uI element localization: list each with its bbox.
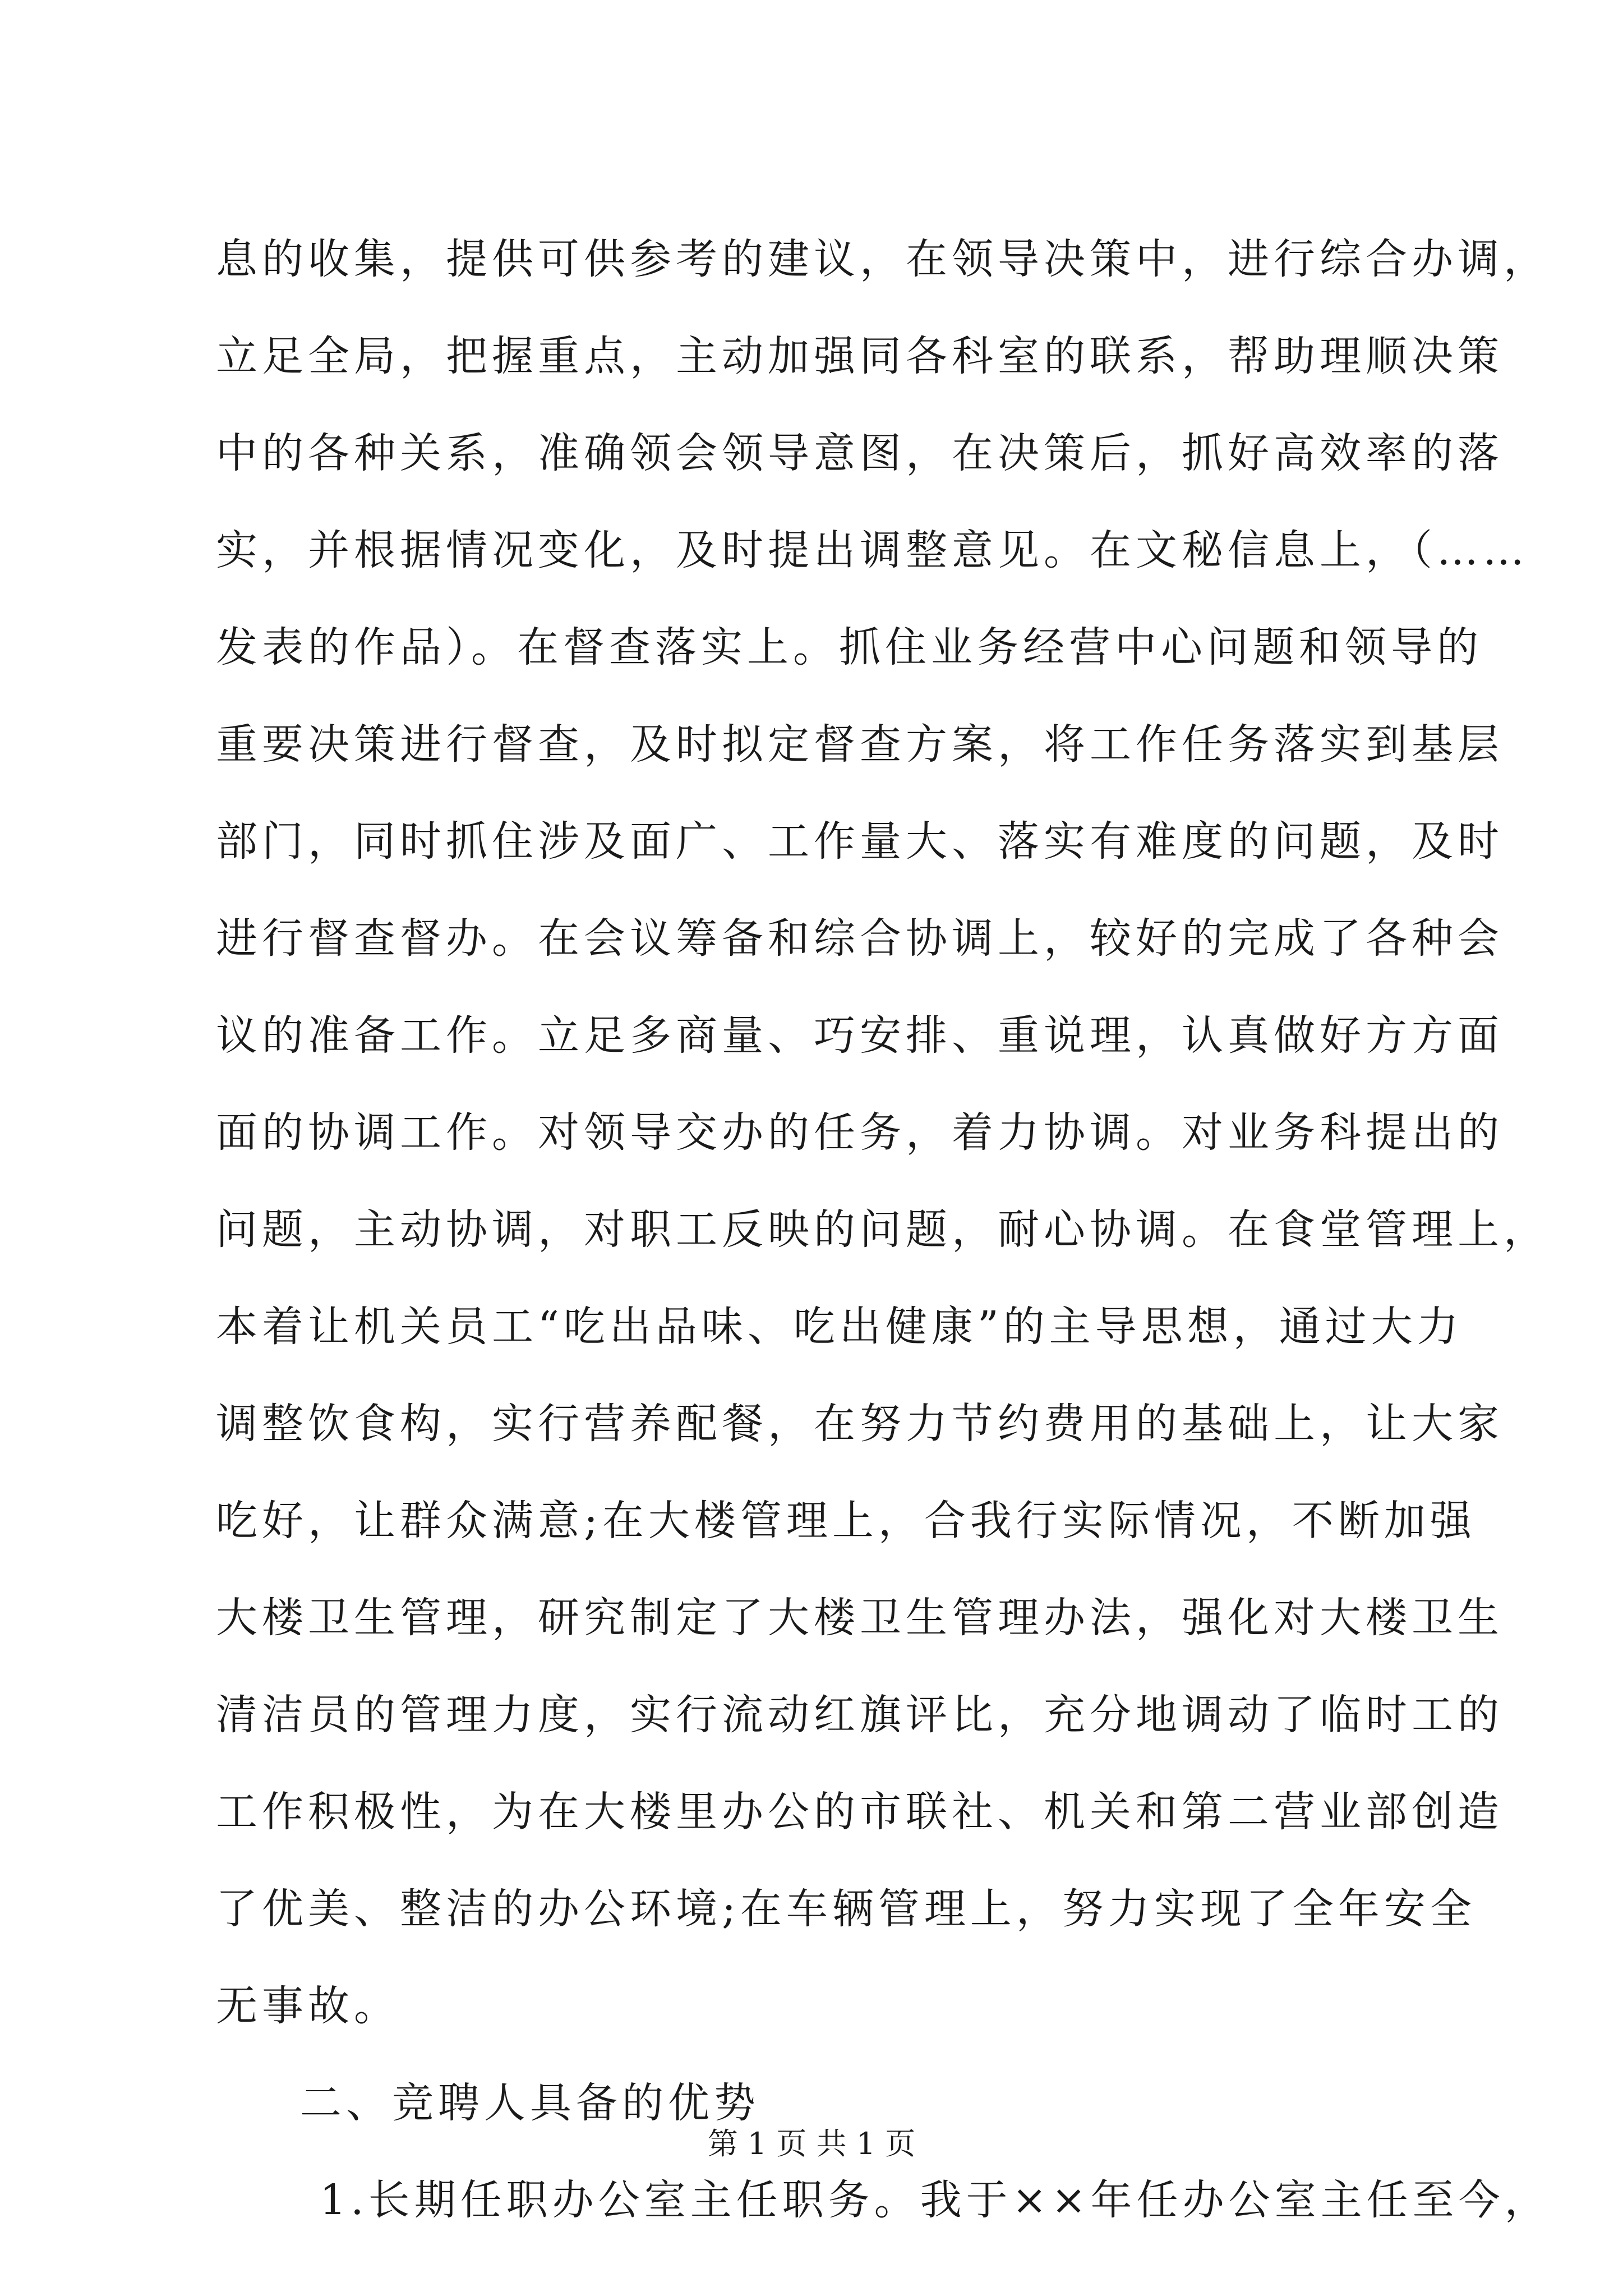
body-line-12: 本着让机关员工“吃出品味、吃出健康”的主导思想，通过大力	[216, 1303, 1463, 1351]
body-line-9: 议的准备工作。立足多商量、巧安排、重说理，认真做好方方面	[216, 1011, 1504, 1060]
body-line-1: 息的收集，提供可供参考的建议，在领导决策中，进行综合办调，	[216, 235, 1550, 283]
body-line-7: 部门，同时抓住涉及面广、工作量大、落实有难度的问题，及时	[216, 817, 1504, 866]
body-line-8: 进行督查督办。在会议筹备和综合协调上，较好的完成了各种会	[216, 914, 1504, 963]
section-heading: 二、竞聘人具备的优势	[300, 2079, 760, 2127]
body-line-19: 无事故。	[216, 1982, 400, 2030]
document-body	[216, 235, 1551, 2274]
body-line-16: 清洁员的管理力度，实行流动红旗评比，充分地调动了临时工的	[216, 1691, 1504, 1739]
body-line-3: 中的各种关系，准确领会领导意图，在决策后，抓好高效率的落	[216, 429, 1504, 477]
body-line-18: 了优美、整洁的办公环境;在车辆管理上，努力实现了全年安全	[216, 1885, 1476, 1933]
list-item-1: 1.长期任职办公室主任职务。我于××年任办公室主任至今，	[320, 2176, 1551, 2224]
body-line-11: 问题，主动协调，对职工反映的问题，耐心协调。在食堂管理上，	[216, 1205, 1550, 1254]
body-line-13: 调整饮食构，实行营养配餐，在努力节约费用的基础上，让大家	[216, 1400, 1504, 1448]
body-line-14: 吃好，让群众满意;在大楼管理上，合我行实际情况，不断加强	[216, 1497, 1476, 1545]
body-line-15: 大楼卫生管理，研究制定了大楼卫生管理办法，强化对大楼卫生	[216, 1594, 1504, 1642]
body-line-6: 重要决策进行督查，及时拟定督查方案，将工作任务落实到基层	[216, 720, 1504, 769]
body-line-10: 面的协调工作。对领导交办的任务，着力协调。对业务科提出的	[216, 1108, 1504, 1157]
page-footer: 第 1 页 共 1 页	[707, 2126, 916, 2161]
body-line-4: 实，并根据情况变化，及时提出调整意见。在文秘信息上，（……	[216, 526, 1529, 574]
body-line-17: 工作积极性，为在大楼里办公的市联社、机关和第二营业部创造	[216, 1788, 1504, 1836]
body-line-5: 发表的作品）。在督查落实上。抓住业务经营中心问题和领导的	[216, 623, 1483, 671]
body-line-2: 立足全局，把握重点，主动加强同各科室的联系，帮助理顺决策	[216, 332, 1504, 380]
